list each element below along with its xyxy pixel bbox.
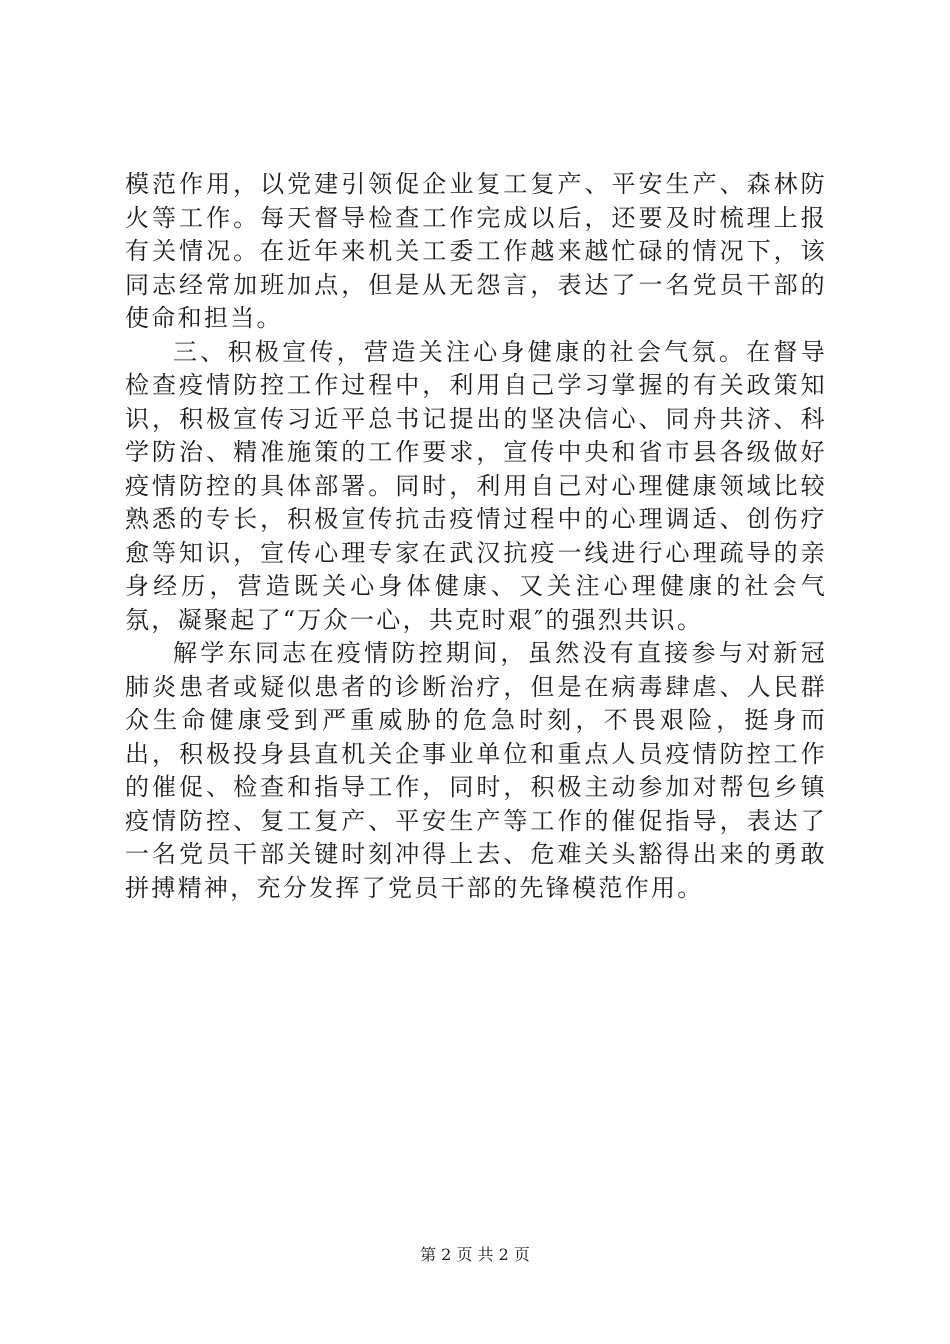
paragraph-1: 模范作用，以党建引领促企业复工复产、平安生产、森林防火等工作。每天督导检查工作完成以后，还要及时梳理上报有关情况。在近年来机关工委工作越来越忙碌的情况下，该同志经常加班加点，但是从无怨言，表达了一名党员干部的使命和担当。 (125, 170, 827, 332)
page-footer: 第 2 页 共 2 页 (420, 1245, 530, 1264)
paragraph-2: 三、积极宣传，营造关注心身健康的社会气氛。在督导检查疫情防控工作过程中，利用自己学习掌握的有关政策知识，积极宣传习近平总书记提出的坚决信心、同舟共济、科学防治、精准施策的工作要求，宣传中央和省市县各级做好疫情防控的具体部署。同时，利用自己对心理健康领域比较熟悉的专长，积极宣传抗击疫情过程中的心理调适、创伤疗愈等知识，宣传心理专家在武汉抗疫一线进行心理疏导的亲身经历，营造既关心身体健康、又关注心理健康的社会气氛，凝聚起了“万众一心，共克时艰″的强烈共识。 (125, 337, 827, 634)
body-text (125, 168, 827, 905)
paragraph-3: 解学东同志在疫情防控期间，虽然没有直接参与对新冠肺炎患者或疑似患者的诊断治疗，但是在病毒肆虐、人民群众生命健康受到严重威胁的危急时刻，不畏艰险，挺身而出，积极投身县直机关企事业单位和重点人员疫情防控工作的催促、检查和指导工作，同时，积极主动参加对帮包乡镇疫情防控、复工复产、平安生产等工作的催促指导，表达了一名党员干部关键时刻冲得上去、危难关头豁得出来的勇敢拼搏精神，充分发挥了党员干部的先锋模范作用。 (125, 639, 827, 902)
